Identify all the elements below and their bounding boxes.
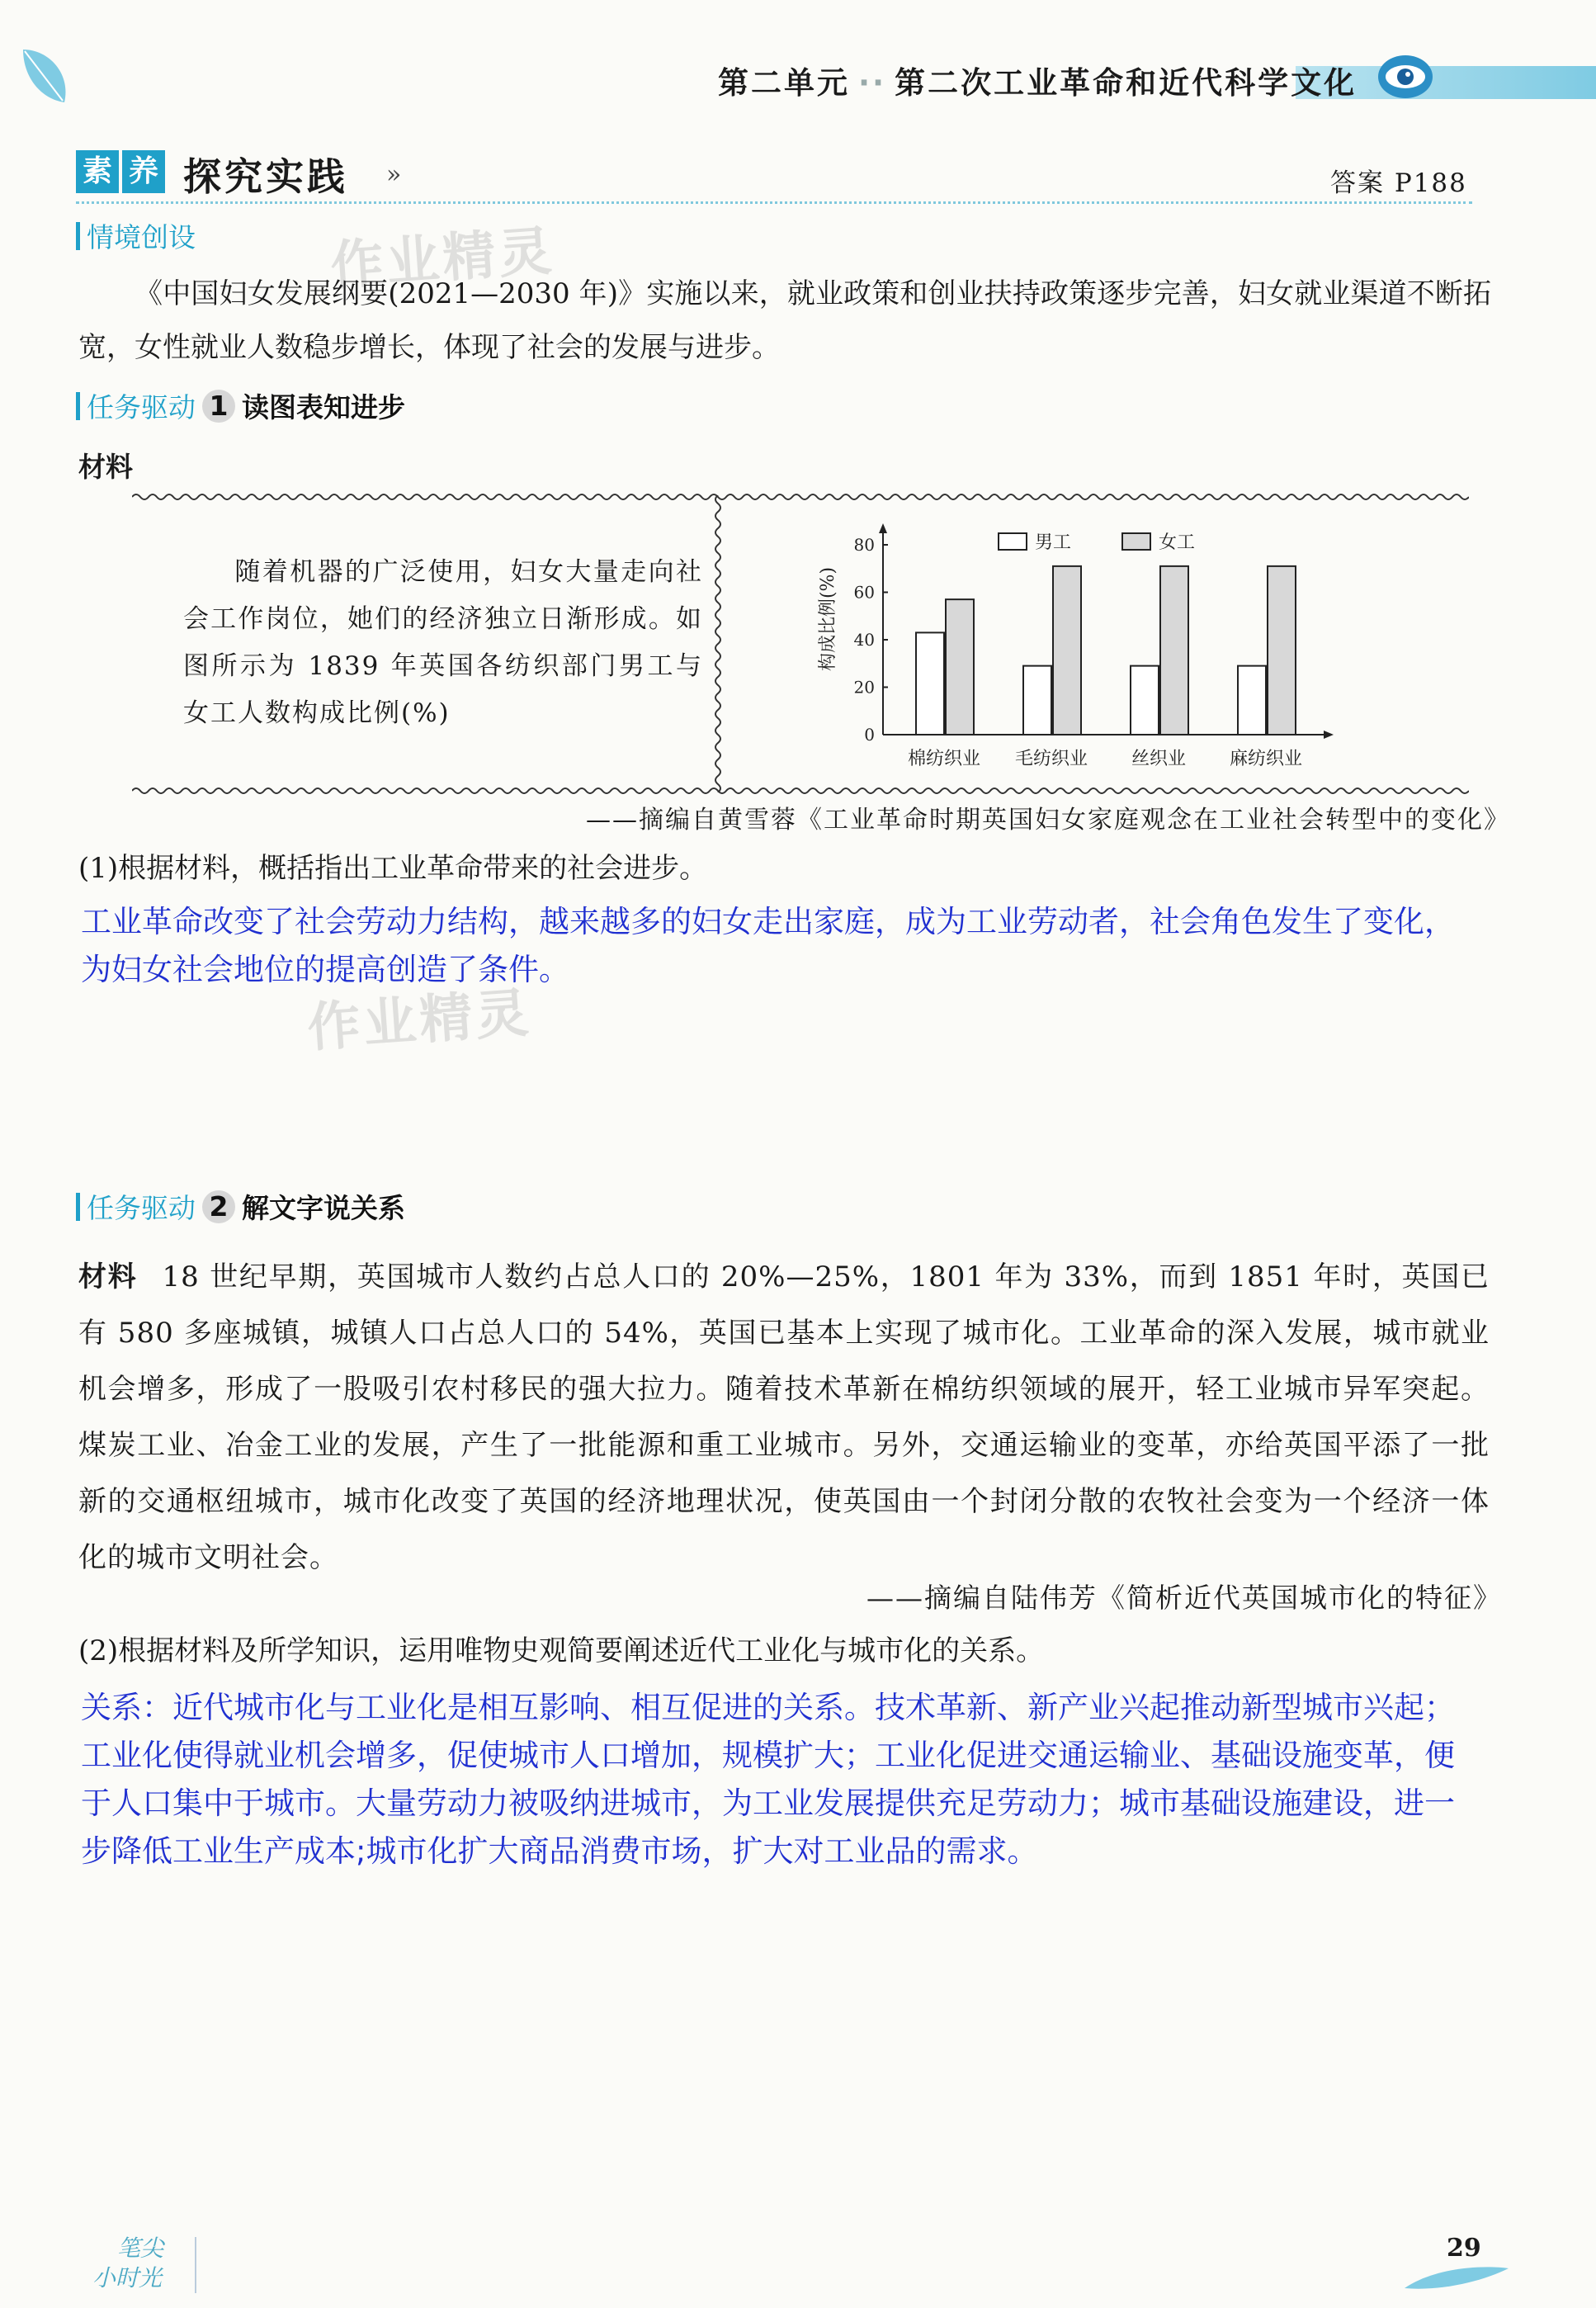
y-tick-label: 60	[853, 582, 875, 603]
task2-material-label: 材料	[78, 1260, 138, 1294]
bar-female	[1053, 566, 1081, 735]
section-title: 探究实践	[183, 154, 348, 199]
task2-label: 任务驱动	[87, 1192, 196, 1224]
leaf-icon	[17, 41, 74, 107]
task1-source: ——摘编自黄雪蓉《工业革命时期英国妇女家庭观念在工业社会转型中的变化》	[586, 806, 1510, 835]
footer-brand	[92, 2234, 163, 2293]
task2-material	[78, 1249, 1490, 1586]
bar-female	[1160, 566, 1188, 735]
footer-divider	[195, 2237, 196, 2293]
task2-number: 2	[202, 1190, 235, 1223]
bar-male	[916, 632, 944, 735]
footer-leaf-icon	[1403, 2263, 1510, 2291]
running-header: 第二单元 ·· 第二次工业革命和近代科学文化	[718, 65, 1358, 101]
x-tick-label: 毛纺织业	[1014, 749, 1088, 769]
bar-male	[1238, 666, 1266, 735]
x-tick-label: 丝织业	[1131, 749, 1187, 769]
box-top-border	[132, 490, 1469, 504]
y-tick-label: 40	[853, 630, 875, 650]
chart-y-axis	[854, 523, 888, 745]
bar-female	[1268, 566, 1296, 735]
bar-male	[1131, 666, 1159, 735]
chart-bars	[916, 566, 1296, 735]
chart-ylabel: 构成比例(%)	[818, 566, 838, 672]
task2-question: (2)根据材料及所学知识，运用唯物史观简要阐述近代工业化与城市化的关系。	[78, 1634, 1045, 1667]
task1-title: 读图表知进步	[242, 391, 405, 423]
box-divider	[711, 495, 725, 792]
watermark: 作业精灵	[328, 220, 557, 298]
box-bottom-border	[132, 784, 1469, 797]
badge-char-1: 素	[76, 150, 119, 193]
legend-swatch	[999, 533, 1027, 550]
section-divider	[76, 201, 1472, 204]
x-axis-arrow	[1324, 731, 1334, 739]
footer-brand-line1: 笔尖	[117, 2235, 164, 2262]
bar-chart	[809, 512, 1337, 776]
chart-legend	[999, 532, 1195, 553]
task1-label: 任务驱动	[87, 391, 196, 423]
bar-male	[1023, 666, 1051, 735]
badge-char-2: 养	[122, 150, 165, 193]
task1-answer: 工业革命改变了社会劳动力结构，越来越多的妇女走出家庭，成为工业劳动者，社会角色发生了变化，为妇女社会地位的提高创造了条件。	[81, 904, 1455, 987]
task2-material-text: 18 世纪早期，英国城市人数约占总人口的 20%—25%，1801 年为 33%，而到 1851 年时，英国已有 580 多座城镇，城镇人口占总人口的 54%，英国已基本上实现了城市化。工业革命的深入发展，城市就业机会增多，形成了一股吸引农村移民的强大拉力。随着技术革新在棉纺织领域的展开，轻工业城市异军突起。煤炭工业、冶金工业的发展，产生了一批能源和重工业城市。另外，交通运输业的变革，亦给英国平添了一批新的交通枢纽城市，城市化改变了英国的经济地理状况，使英国由一个封闭分散的农牧社会变为一个经济一体化的城市文明社会。	[78, 1260, 1490, 1574]
legend-label: 女工	[1159, 532, 1196, 553]
task1-material-label: 材料	[78, 451, 133, 483]
answer-reference: 答案 P188	[1330, 168, 1467, 198]
section-arrows: »	[386, 160, 402, 189]
header-title: 第二次工业革命和近代科学文化	[895, 65, 1358, 101]
task1-question: (1)根据材料，概括指出工业革命带来的社会进步。	[78, 852, 708, 885]
chart-x-axis	[883, 731, 1334, 769]
context-paragraph	[78, 267, 1491, 375]
task2-answer: 关系：近代城市化与工业化是相互影响、相互促进的关系。技术革新、新产业兴起推动新型城市兴起；工业化使得就业机会增多，促使城市人口增加，规模扩大；工业化促进交通运输业、基础设施变革，便于人口集中于城市。大量劳动力被吸纳进城市，为工业发展提供充足劳动力；城市基础设施建设，进一步降低工业生产成本;城市化扩大商品消费市场，扩大对工业品的需求。	[81, 1690, 1455, 1869]
task1-box-text-content: 随着机器的广泛使用，妇女大量走向社会工作岗位，她们的经济独立日渐形成。如图所示为 1839 年英国各纺织部门男工与女工人数构成比例(%)	[183, 557, 703, 728]
context-text: 《中国妇女发展纲要(2021—2030 年)》实施以来，就业政策和创业扶持政策逐步完善，妇女就业渠道不断拓宽，女性就业人数稳步增长，体现了社会的发展与进步。	[78, 277, 1491, 364]
context-heading-label: 情境创设	[87, 221, 196, 253]
page-number: 29	[1447, 2234, 1481, 2263]
task1-box-text	[183, 549, 703, 737]
y-tick-label: 20	[853, 677, 875, 698]
bar-female	[946, 599, 974, 735]
section-badge	[76, 150, 168, 193]
eye-logo-icon	[1376, 53, 1434, 101]
header-unit: 第二单元	[718, 65, 850, 101]
task2-source: ——摘编自陆伟芳《简析近代英国城市化的特征》	[866, 1582, 1502, 1614]
y-axis-arrow	[879, 523, 887, 533]
task2-heading	[76, 1187, 405, 1226]
legend-label: 男工	[1035, 532, 1072, 553]
watermark: 作业精灵	[305, 982, 534, 1060]
x-tick-label: 麻纺织业	[1229, 749, 1303, 769]
y-tick-label: 80	[853, 535, 875, 555]
context-heading	[76, 216, 196, 255]
task1-number: 1	[202, 390, 235, 423]
x-tick-label: 棉纺织业	[907, 749, 981, 769]
legend-swatch	[1122, 533, 1150, 550]
footer-brand-line2: 小时光	[92, 2264, 163, 2291]
task2-title: 解文字说关系	[242, 1192, 405, 1224]
task1-heading	[76, 386, 405, 425]
y-tick-label: 0	[864, 725, 875, 745]
